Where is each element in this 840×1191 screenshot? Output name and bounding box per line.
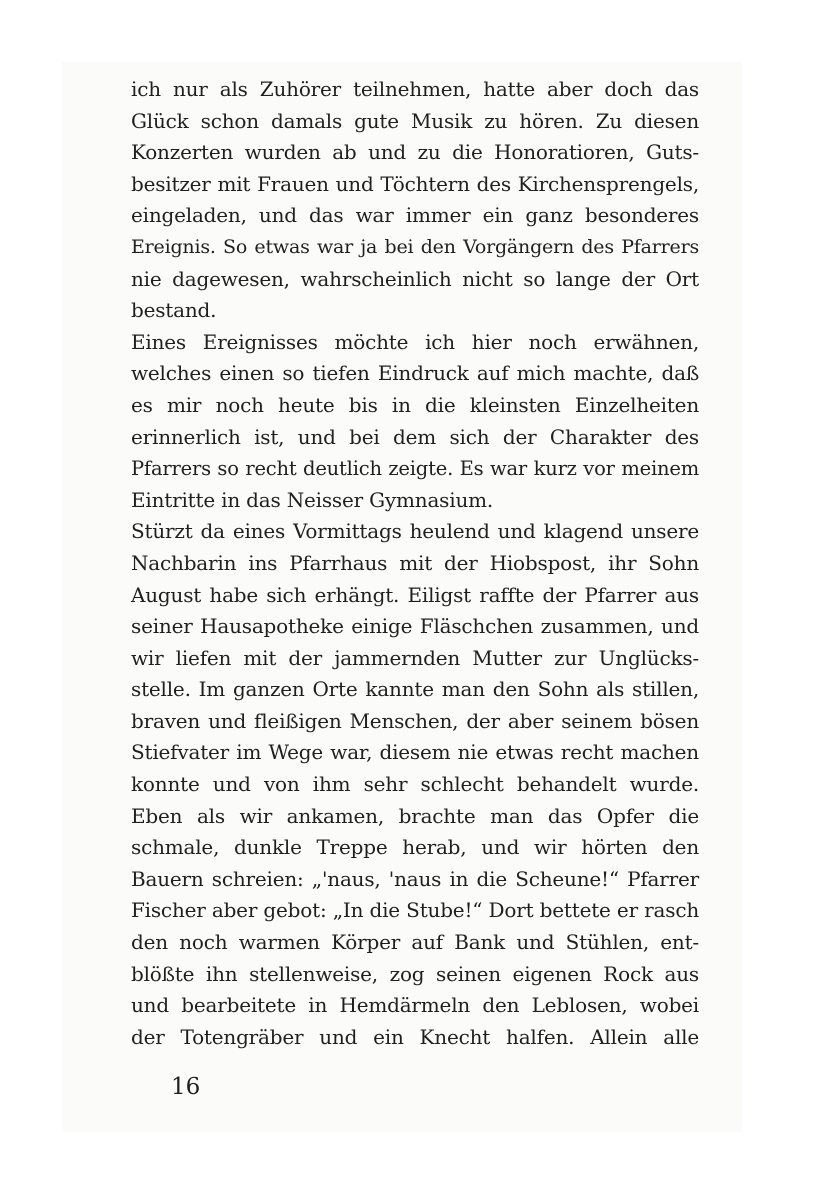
text-line: stelle. Im ganzen Orte kannte man den Sohn als stillen, [131, 677, 699, 702]
text-line: erinnerlich ist, und bei dem sich der Charakter des [131, 424, 699, 449]
page-number: 16 [171, 1074, 201, 1100]
text-line: nie dagewesen, wahrscheinlich nicht so lange der Ort [131, 266, 699, 291]
text-line: Glück schon damals gute Musik zu hören. Zu diesen [131, 108, 699, 133]
text-line: Pfarrers so recht deutlich zeigte. Es war kurz vor meinem [131, 457, 699, 481]
text-line: Eben als wir ankamen, brachte man das Opfer die [131, 803, 699, 828]
text-line: Eines Ereignisses möchte ich hier noch erwähnen, [131, 329, 699, 354]
text-line: der Totengräber und ein Knecht halfen. Allein alle [131, 1024, 699, 1049]
text-line: eingeladen, und das war immer ein ganz besonderes [131, 203, 699, 228]
text-line: Bauern schreien: „'naus, 'naus in die Scheune!“ Pfarrer [131, 866, 699, 891]
text-line: und bearbeitete in Hemdärmeln den Leblosen, wobei [131, 993, 699, 1018]
text-line: Stürzt da eines Vormittags heulend und klagend unsere [131, 519, 699, 544]
text-line: August habe sich erhängt. Eiligst raffte der Pfarrer aus [131, 582, 699, 607]
text-line: welches einen so tiefen Eindruck auf mich machte, daß [131, 361, 699, 386]
text-line: Konzerten wurden ab und zu die Honoratioren, Guts- [131, 140, 699, 165]
text-line: ich nur als Zuhörer teilnehmen, hatte aber doch das [131, 77, 699, 101]
text-line: schmale, dunkle Treppe herab, und wir hörten den [131, 835, 699, 860]
text-line: den noch warmen Körper auf Bank und Stühlen, ent- [131, 930, 699, 955]
text-line: wir liefen mit der jammernden Mutter zur Unglücks- [131, 645, 699, 670]
text-line: braven und fleißigen Menschen, der aber seinem bösen [131, 708, 699, 733]
text-line: besitzer mit Frauen und Töchtern des Kirchensprengels, [131, 171, 699, 196]
text-line: bestand. [131, 298, 217, 323]
text-line: Stiefvater im Wege war, diesem nie etwas recht machen [131, 740, 699, 765]
text-line: Eintritte in das Neisser Gymnasium. [131, 487, 494, 512]
text-line: Ereignis. So etwas war ja bei den Vorgängern des Pfarrers [131, 235, 699, 258]
text-line: blößte ihn stellenweise, zog seinen eigenen Rock aus [131, 961, 699, 986]
text-line: konnte und von ihm sehr schlecht behandelt wurde. [131, 772, 699, 797]
text-line: seiner Hausapotheke einige Fläschchen zusammen, und [131, 614, 699, 639]
text-line: Fischer aber gebot: „In die Stube!“ Dort bettete er rasch [131, 898, 699, 923]
text-line: Nachbarin ins Pfarrhaus mit der Hiobspost, ihr Sohn [131, 550, 699, 575]
body-text [131, 74, 699, 1053]
text-line: es mir noch heute bis in die kleinsten Einzelheiten [131, 392, 699, 417]
